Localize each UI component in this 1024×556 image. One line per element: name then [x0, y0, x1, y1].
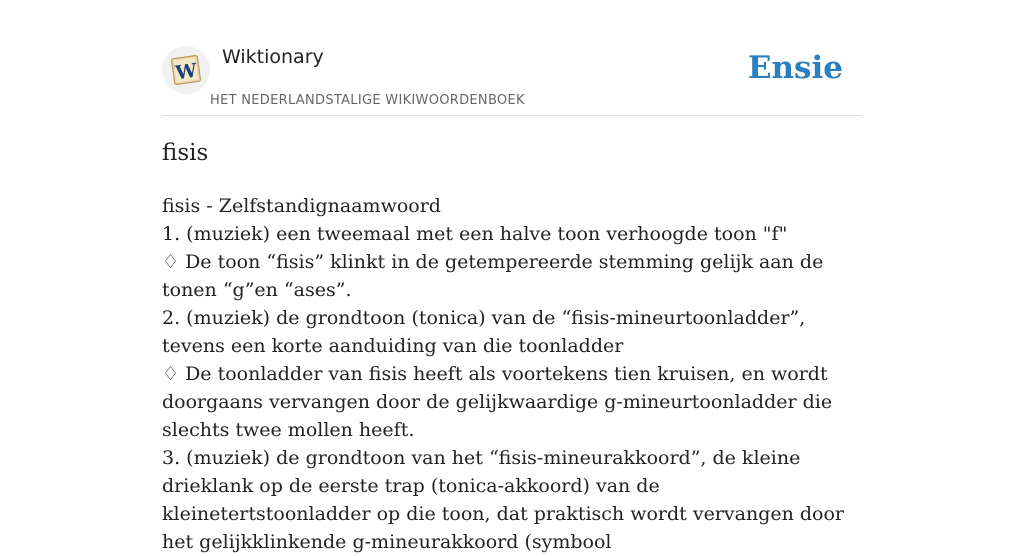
logo-letter: W: [174, 59, 199, 85]
definition-line: fisis - Zelfstandignaamwoord: [162, 195, 441, 217]
site-name[interactable]: Wiktionary: [222, 46, 324, 68]
site-header: [162, 0, 862, 116]
page-title: fisis: [162, 140, 209, 166]
wiktionary-logo[interactable]: [162, 46, 210, 94]
page-content: [162, 0, 862, 553]
definition-line: 3. (muziek) de grondtoon van het “fisis-mineurakkoord”, de kleine drieklank op de eerste trap (tonica-akkoord) van de kleinetertstoonladder op die toon, dat praktisch wordt vervangen door het gelijkklinkende g-mineurakkoord (symbool: [162, 447, 844, 553]
site-tagline: HET NEDERLANDSTALIGE WIKIWOORDENBOEK: [210, 93, 525, 108]
definition-line: 1. (muziek) een tweemaal met een halve toon verhoogde toon "f": [162, 223, 788, 245]
definition-line: ♢ De toonladder van fisis heeft als voortekens tien kruisen, en wordt doorgaans vervangen door de gelijkwaardige g-mineurtoonladder die slechts twee mollen heeft.: [162, 363, 833, 441]
definition-line: 2. (muziek) de grondtoon (tonica) van de “fisis-mineurtoonladder”, tevens een korte aanduiding van die toonladder: [162, 307, 806, 357]
definition-line: ♢ De toon “fisis” klinkt in de getempereerde stemming gelijk aan de tonen “g”en “ases”.: [162, 251, 824, 301]
definition-body: [162, 192, 862, 556]
ensie-brand-link[interactable]: Ensie: [747, 50, 843, 86]
wiktionary-logo-icon: [168, 52, 204, 88]
